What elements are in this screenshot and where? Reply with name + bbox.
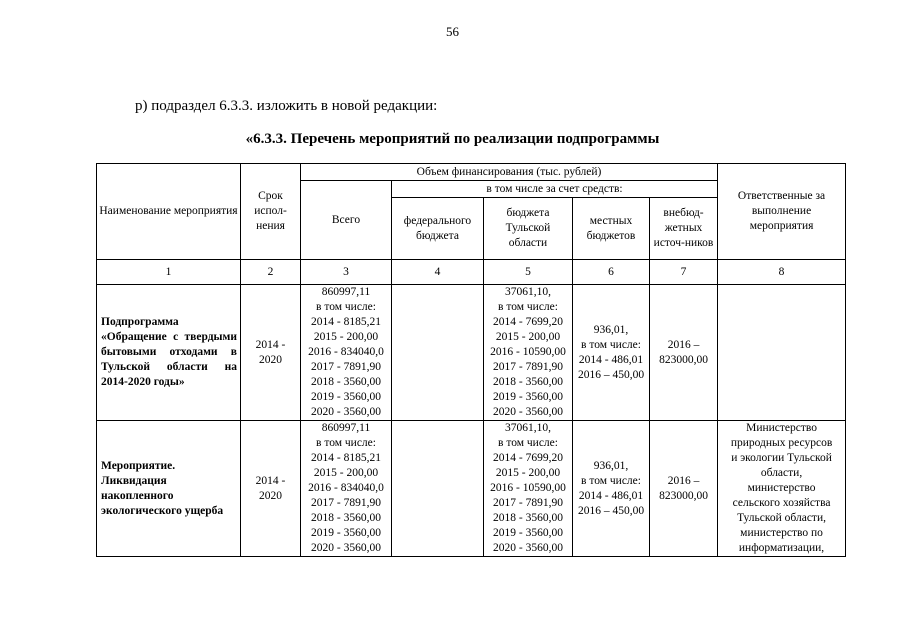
row-regional-line: 2016 - 10590,00 [490,346,566,358]
row-extra [650,285,718,421]
row-regional-line: 2017 - 7891,90 [493,497,563,509]
column-number: 8 [718,260,846,285]
row-regional-line: 2018 - 3560,00 [493,376,563,388]
header-extra: внебюд-жетных источ-ников [650,198,718,260]
row-term: 2014 - 2020 [241,285,301,421]
row-responsible-line: Министерство [746,422,817,434]
row-regional [484,285,573,421]
column-number: 5 [484,260,573,285]
row-regional-line: в том числе: [498,301,558,313]
row-regional-line: 2014 - 7699,20 [493,316,563,328]
row-regional-line: 37061,10, [505,286,551,298]
row-total-line: 2016 - 834040,0 [308,482,384,494]
column-number: 3 [301,260,392,285]
header-federal: федерального бюджета [392,198,484,260]
column-number: 1 [97,260,241,285]
row-responsible-line: информатизации, [738,542,825,554]
row-local-line: в том числе: [581,338,641,351]
header-regional: бюджета Тульской области [484,198,573,260]
row-total-line: в том числе: [316,301,376,313]
row-total-line: 860997,11 [321,286,371,298]
table-row [97,421,846,557]
row-regional-line: в том числе: [498,437,558,449]
row-term: 2014 - 2020 [241,421,301,557]
row-responsible [718,421,846,557]
row-extra-line: 2016 – [667,474,700,487]
row-federal [392,285,484,421]
header-name: Наименование мероприятия [97,164,241,260]
row-responsible-line: природных ресурсов [730,437,833,449]
row-total-line: 2016 - 834040,0 [308,346,384,358]
row-responsible-line: и экологии Тульской [731,452,832,464]
column-number: 2 [241,260,301,285]
row-extra-line: 823000,00 [659,353,708,366]
row-regional-line: 2014 - 7699,20 [493,452,563,464]
row-total-line: 2015 - 200,00 [313,331,379,343]
row-total-line: 2020 - 3560,00 [311,406,381,418]
row-local-line: 2016 – 450,00 [577,504,645,517]
row-local-line: 2014 - 486,01 [578,353,644,366]
row-regional-line: 2020 - 3560,00 [493,406,563,418]
measures-table [96,163,846,557]
row-responsible-line: Тульской области, [737,512,826,524]
row-regional-line: 2015 - 200,00 [495,331,561,343]
row-extra-line: 2016 – [667,338,700,351]
row-responsible [718,285,846,421]
row-local-line: 936,01, [593,323,629,336]
row-local-line: 2016 – 450,00 [577,368,645,381]
section-title: «6.3.3. Перечень мероприятий по реализации подпрограммы [245,131,660,147]
row-local [573,285,650,421]
row-total-line: 2014 - 8185,21 [311,316,381,328]
header-responsible: Ответственные за выполнение мероприятия [718,164,846,260]
table-row [97,285,846,421]
row-extra-line: 823000,00 [659,489,708,502]
column-number: 7 [650,260,718,285]
row-total [301,421,392,557]
header-local: местных бюджетов [573,198,650,260]
header-total: Всего [301,181,392,260]
row-regional-line: 2015 - 200,00 [495,467,561,479]
header-including: в том числе за счет средств: [392,181,718,198]
row-regional-line: 2019 - 3560,00 [493,391,563,403]
row-total-line: 2017 - 7891,90 [311,497,381,509]
row-regional-line: 2018 - 3560,00 [493,512,563,524]
row-responsible-line: министерство по [740,527,823,539]
header-funding: Объем финансирования (тыс. рублей) [301,164,718,181]
row-federal [392,421,484,557]
row-responsible-line: области, [760,467,803,479]
row-name: Подпрограмма «Обращение с твердыми бытовыми отходами в Тульской области на 2014-2020 годы» [97,285,241,421]
row-total-line: 2019 - 3560,00 [311,527,381,539]
page-number: 56 [446,24,459,39]
row-total [301,285,392,421]
column-numbers-row [97,260,846,285]
row-regional-line: 2019 - 3560,00 [493,527,563,539]
row-total-line: 2018 - 3560,00 [311,376,381,388]
row-total-line: 2014 - 8185,21 [311,452,381,464]
row-name: Мероприятие. Ликвидация накопленного экологического ущерба [97,421,241,557]
intro-text: р) подраздел 6.3.3. изложить в новой редакции: [135,98,438,114]
row-total-line: 2020 - 3560,00 [311,542,381,554]
row-regional-line: 2016 - 10590,00 [490,482,566,494]
row-total-line: в том числе: [316,437,376,449]
row-local-line: 936,01, [593,459,629,472]
row-total-line: 2019 - 3560,00 [311,391,381,403]
row-total-line: 2017 - 7891,90 [311,361,381,373]
row-responsible-line: министерство [747,482,816,494]
row-local-line: в том числе: [581,474,641,487]
row-extra [650,421,718,557]
row-regional-line: 2017 - 7891,90 [493,361,563,373]
row-regional-line: 2020 - 3560,00 [493,542,563,554]
header-term: Срок испол-нения [241,164,301,260]
column-number: 4 [392,260,484,285]
row-total-line: 2015 - 200,00 [313,467,379,479]
column-number: 6 [573,260,650,285]
row-local-line: 2014 - 486,01 [578,489,644,502]
row-total-line: 860997,11 [321,422,371,434]
row-regional [484,421,573,557]
row-local [573,421,650,557]
row-total-line: 2018 - 3560,00 [311,512,381,524]
row-responsible-line: сельского хозяйства [732,497,831,509]
row-regional-line: 37061,10, [505,422,551,434]
